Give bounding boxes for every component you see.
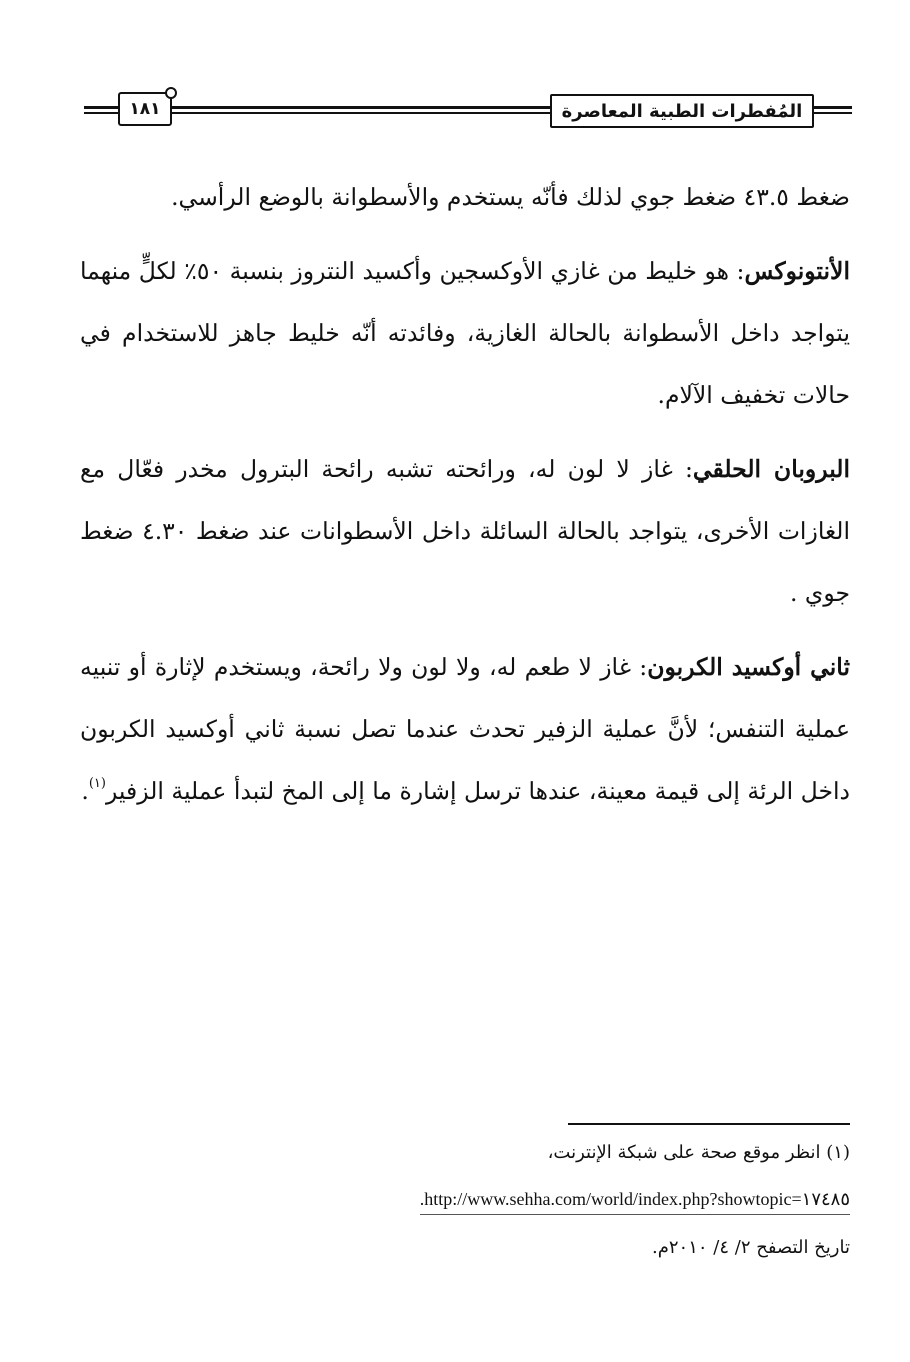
footnote-separator [568,1123,850,1125]
header-rule-right [814,106,852,109]
header-rule-left [84,106,120,109]
header-rule-left-lower [84,112,120,114]
book-title: المُفطرات الطبية المعاصرة [550,94,814,128]
paragraph-text: ضغط ٤٣.٥ ضغط جوي لذلك فأنّه يستخدم والأسطوانة بالوضع الرأسي. [171,183,850,211]
footnote-text: (١) انظر موقع صحة على شبكة الإنترنت، [547,1142,850,1163]
page-header [84,88,852,132]
paragraph [80,636,850,822]
footnote-marker: (١) [88,776,106,791]
paragraph-tail: . [81,777,89,805]
term-heading: البروبان الحلقي [692,455,850,483]
paragraph [80,166,850,228]
paragraph-text: : غاز لا لون له، ورائحته تشبه رائحة البترول مخدر فعّال مع الغازات الأخرى، يتواجد بالحالة السائلة داخل الأسطوانات عند ضغط ٤.٣٠ ضغط جوي . [80,455,850,607]
footnotes [290,1140,850,1281]
footnote-url: .http://www.sehha.com/world/index.php?showtopic=١٧٤٨٥ [420,1186,850,1215]
footnote-date: تاريخ التصفح ٢/ ٤/ ٢٠١٠م. [652,1237,850,1258]
term-heading: الأنتونوكس [744,257,850,285]
footnote-url-line [290,1186,850,1215]
paragraph-text: : غاز لا طعم له، ولا لون ولا رائحة، ويستخدم لإثارة أو تنبيه عملية التنفس؛ لأنَّ عملية الزفير تحدث عندما تصل نسبة ثاني أوكسيد الكربون داخل الرئة إلى قيمة معينة، عندها ترسل إشارة ما إلى المخ لتبدأ عملية الزفير [80,653,850,805]
header-rule-middle-lower [172,112,552,114]
paragraph-text: : هو خليط من غازي الأوكسجين وأكسيد النتروز بنسبة ٥٠٪ لكلٍّ منهما يتواجد داخل الأسطوانة بالحالة الغازية، وفائدته أنّه خليط جاهز للاستخدام في حالات تخفيف الآلام. [80,257,850,409]
paragraph [80,438,850,624]
header-rule-right-lower [814,112,852,114]
term-heading: ثاني أوكسيد الكربون [647,653,851,681]
header-rule-middle [172,106,552,109]
page-body [80,166,850,834]
paragraph [80,240,850,426]
page-number: ١٨١ [118,92,172,126]
